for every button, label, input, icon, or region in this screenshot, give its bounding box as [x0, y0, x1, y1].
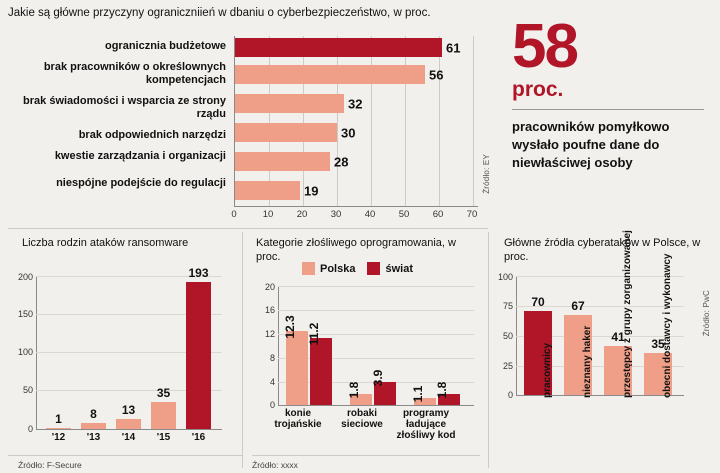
gridline-m-20	[278, 286, 474, 287]
legend-label-polska: Polska	[320, 262, 356, 275]
vbar-sources-0	[524, 295, 553, 398]
divider-src-2	[252, 455, 480, 456]
hbar-label-1: brak pracowników o określownych kompetencjach	[43, 61, 226, 86]
source-malware: Źródło: xxxx	[252, 460, 298, 470]
hbar-x-axis	[231, 206, 478, 224]
hbar-value-3: 30	[341, 125, 356, 140]
page-title: Jakie są główne przyczyny ograniczniień w dbaniu o cyberbezpieczeństwo, w proc.	[8, 7, 431, 19]
legend-item-polska	[302, 262, 355, 275]
gridline-m-16	[278, 310, 474, 311]
legend-swatch-swiat	[367, 262, 380, 275]
vbar-ransomware-3	[151, 386, 176, 443]
panel-title-ransomware: Liczba rodzin ataków ransomware	[22, 237, 189, 249]
x-axis-malware	[278, 405, 474, 406]
vval-sources-0: 70	[531, 295, 545, 309]
gridline-30	[337, 36, 338, 206]
ytick-s-50: 50	[502, 331, 513, 341]
hbar-value-5: 19	[304, 183, 319, 198]
xlab-ransomware-0: '12	[51, 432, 66, 443]
vbar-ransomware-4	[186, 266, 211, 443]
legend-malware	[302, 262, 413, 275]
vbar-malware-pl-0	[283, 315, 308, 405]
big-stat-number: 58	[512, 12, 577, 81]
legend-swatch-polska	[302, 262, 315, 275]
ytick-s-25: 25	[502, 361, 513, 371]
ytick-s-75: 75	[502, 301, 513, 311]
hbar-fill-3	[235, 123, 337, 142]
vbar-ransomware-1	[81, 407, 106, 443]
hbar-row-0	[235, 38, 461, 57]
vval-sources-1: 67	[571, 299, 585, 313]
hbar-value-1: 56	[429, 67, 444, 82]
hbar-value-4: 28	[334, 154, 349, 169]
xtick-50: 50	[398, 209, 410, 220]
legend-label-swiat: świat	[385, 262, 413, 275]
ytick-m-16: 16	[264, 305, 275, 315]
vval-ransomware-1: 8	[90, 407, 97, 421]
gridline-s-100	[516, 276, 684, 277]
chart-malware	[264, 282, 474, 441]
xlab-sources-1: nieznany haker	[582, 325, 593, 398]
ytick-r-0: 0	[27, 424, 33, 434]
hbar-fill-5	[235, 181, 300, 200]
vval-ransomware-0: 1	[55, 412, 62, 426]
hbar-label-5: niespójne podejście do regulacji	[56, 177, 226, 189]
chart-budget-barriers	[0, 36, 500, 222]
hbar-row-2	[235, 94, 363, 113]
hbar-label-2: brak świadomości i wsparcia ze strony rządu	[23, 95, 226, 120]
xlab-sources-0: pracownicy	[542, 342, 553, 398]
xtick-60: 60	[432, 209, 444, 220]
gridline-40	[371, 36, 372, 206]
hbar-plot-area	[234, 36, 478, 206]
vval-malware-pl-0: 12.3	[283, 315, 297, 339]
xlab-malware-1: robaki sieciowe	[341, 408, 383, 430]
big-stat-divider	[512, 109, 704, 110]
xlab-sources-3: obecni dostawcy i wykonawcy	[662, 253, 673, 398]
vval-malware-pl-2: 1.1	[411, 385, 425, 403]
panel-title-sources: Główne źródła cyberataków w Polsce, w proc.	[504, 237, 701, 263]
hbar-value-0: 61	[446, 40, 461, 55]
ytick-m-8: 8	[269, 353, 275, 363]
source-ey: Źródło: EY	[482, 154, 491, 194]
source-pwc: Źródło: PwC	[702, 290, 711, 337]
big-stat-unit: proc.	[512, 78, 564, 101]
vval-malware-pl-1: 1.8	[347, 381, 361, 399]
vval-sources-3: 35	[651, 337, 665, 351]
xtick-0: 0	[231, 209, 237, 220]
vval-sources-2: 41	[611, 330, 625, 344]
xlab-malware-0: konie trojańskie	[274, 408, 322, 430]
xtick-10: 10	[262, 209, 274, 220]
hbar-label-3: brak odpowiednich narzędzi	[78, 129, 226, 141]
divider-src-1	[8, 455, 242, 456]
hbar-row-1	[235, 65, 444, 84]
hbar-fill-1	[235, 65, 425, 84]
big-stat	[512, 12, 712, 172]
xlab-ransomware-3: '15	[156, 432, 171, 443]
hbar-row-4	[235, 152, 349, 171]
big-stat-description: pracowników pomyłkowo wysłało poufne dane do niewłaściwej osoby	[512, 119, 670, 170]
hbar-fill-4	[235, 152, 330, 171]
hbar-row-3	[235, 123, 356, 142]
hbar-label-4: kwestie zarządzania i organizacji	[54, 150, 226, 162]
vval-malware-sw-0: 11.2	[307, 322, 321, 346]
ytick-m-20: 20	[264, 282, 275, 292]
ytick-m-4: 4	[269, 377, 275, 387]
chart-ransomware	[17, 266, 222, 443]
ytick-r-100: 100	[17, 347, 33, 357]
ytick-m-0: 0	[269, 400, 275, 410]
xlab-ransomware-1: '13	[86, 432, 101, 443]
vbar-malware-pl-2	[411, 385, 436, 405]
hbar-fill-0	[235, 38, 442, 57]
legend-item-swiat	[367, 262, 413, 275]
xtick-40: 40	[364, 209, 376, 220]
panel-title-malware: Kategorie złośliwego oprogramowania, w proc.	[256, 237, 456, 263]
xtick-70: 70	[466, 209, 478, 220]
ytick-m-12: 12	[264, 329, 275, 339]
y-axis-ransomware	[36, 276, 37, 430]
vbar-sources-3	[644, 253, 673, 398]
x-axis-ransomware	[36, 429, 222, 430]
y-axis-malware	[278, 286, 279, 406]
divider-1	[242, 232, 243, 468]
xlab-malware-2: programy ładujące złośliwy kod	[396, 408, 456, 441]
hbar-row-5	[235, 181, 319, 200]
vbar-sources-1	[564, 299, 593, 398]
vval-ransomware-3: 35	[156, 386, 171, 400]
gridline-20	[303, 36, 304, 206]
divider-2	[488, 232, 489, 468]
vbar-ransomware-0	[46, 412, 71, 443]
ytick-r-150: 150	[17, 309, 33, 319]
ytick-r-50: 50	[22, 385, 33, 395]
vval-ransomware-4: 193	[188, 266, 209, 280]
gridline-50	[405, 36, 406, 206]
ytick-s-0: 0	[507, 390, 513, 400]
xtick-30: 30	[330, 209, 342, 220]
gridline-70	[473, 36, 474, 206]
xtick-20: 20	[296, 209, 308, 220]
xlab-sources-2: przestępcy z grupy zorganizowanej	[622, 230, 633, 398]
ytick-r-200: 200	[17, 272, 33, 282]
gridline-60	[439, 36, 440, 206]
hbar-value-2: 32	[348, 96, 363, 111]
divider-top	[8, 228, 488, 229]
vval-malware-sw-2: 1.8	[435, 381, 449, 399]
vbar-malware-pl-1	[347, 381, 372, 405]
xlab-ransomware-4: '16	[191, 432, 206, 443]
hbar-label-0: ogranicznia budżetowe	[104, 40, 226, 52]
vbar-sources-2	[604, 230, 633, 398]
vval-ransomware-2: 13	[121, 403, 136, 417]
xlab-ransomware-2: '14	[121, 432, 136, 443]
hbar-fill-2	[235, 94, 344, 113]
source-fsecure: Źródło: F-Secure	[18, 460, 82, 470]
ytick-s-100: 100	[497, 272, 513, 282]
vval-malware-sw-1: 3.9	[371, 369, 385, 387]
vbar-ransomware-2	[116, 403, 141, 443]
